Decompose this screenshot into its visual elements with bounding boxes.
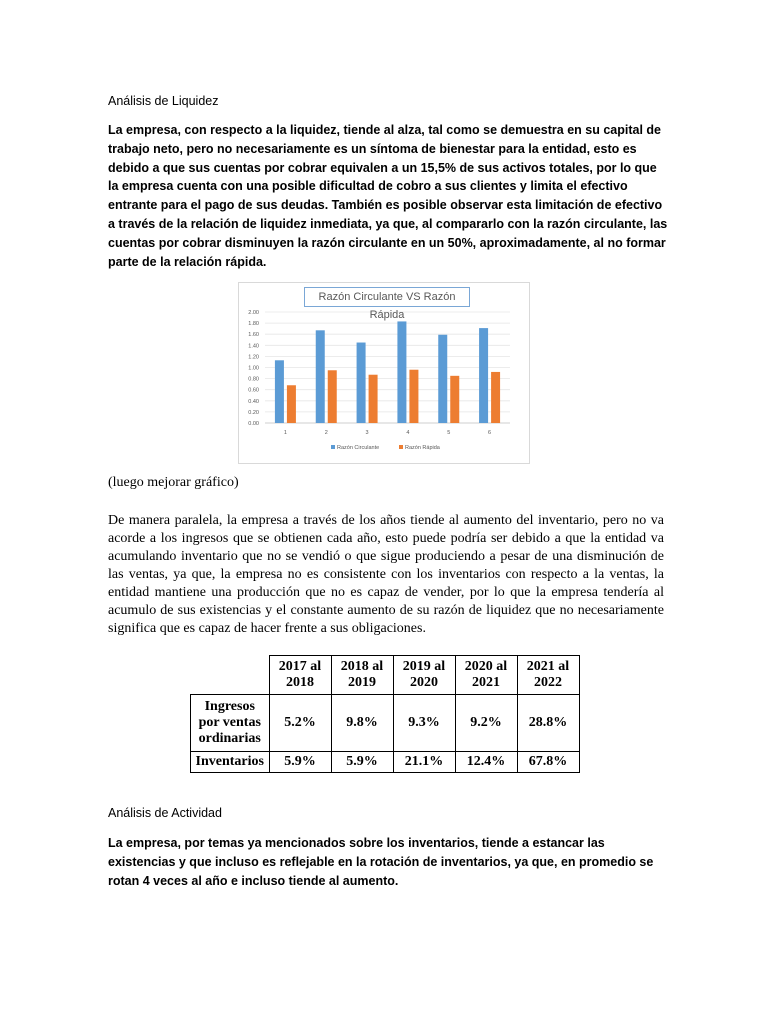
x-tick-label: 4 <box>406 430 410 436</box>
growth-table <box>190 655 580 773</box>
y-tick-label: 1.40 <box>248 343 259 350</box>
table-row-label: Inventarios <box>191 752 270 773</box>
table-cell: 9.8% <box>331 695 393 752</box>
legend-swatch <box>331 445 335 449</box>
bar-razon-rapida <box>287 385 296 423</box>
paragraph-liquidez: La empresa, con respecto a la liquidez, tiende al alza, tal como se demuestra en su capital de trabajo neto, pero no necesariamente es un síntoma de bienestar para la entidad, esto es debido a que sus cuentas por cobrar equivalen a un 15,5% de sus activos totales, por lo que la empresa cuenta con una posible dificultad de cobro a sus clientes y limita el efectivo entrante para el pago de sus deudas. También es posible observar esta limitación de efectivo a través de la relación de liquidez inmediata, ya que, al compararlo con la razón circulante, las cuentas por cobrar disminuyen la razón circulante en un 50%, aproximadamente, al no formar parte de la relación rápida. <box>108 123 668 269</box>
table-header-row <box>191 656 580 695</box>
y-tick-label: 1.60 <box>248 332 259 339</box>
table-header-cell: 2021 al 2022 <box>517 656 579 695</box>
bar-razon-circulante <box>479 328 488 423</box>
x-tick-label: 1 <box>283 430 287 436</box>
bar-razon-circulante <box>316 330 325 423</box>
bar-razon-rapida <box>450 376 459 423</box>
table-header-cell: 2017 al 2018 <box>269 656 331 695</box>
y-tick-label: 0.40 <box>248 398 259 405</box>
table-cell: 28.8% <box>517 695 579 752</box>
table-corner-cell <box>191 656 270 695</box>
section-heading-liquidez: Análisis de Liquidez <box>108 94 219 108</box>
bar-razon-circulante <box>438 335 447 423</box>
y-tick-label: 1.80 <box>248 321 259 328</box>
table-row-label: Ingresos por ventas ordinarias <box>191 695 270 752</box>
table-cell: 9.3% <box>393 695 455 752</box>
table-header-cell: 2018 al 2019 <box>331 656 393 695</box>
table-header-cell: 2019 al 2020 <box>393 656 455 695</box>
bar-razon-circulante <box>275 360 284 423</box>
legend-label: Razón Rápida <box>405 445 440 451</box>
paragraph-actividad: La empresa, por temas ya mencionados sobre los inventarios, tiende a estancar las existencias y que incluso es reflejable en la rotación de inventarios, ya que, en promedio se rotan 4 veces al año e incluso tiende al aumento. <box>108 836 654 888</box>
y-tick-label: 1.20 <box>248 354 259 361</box>
table-cell: 5.2% <box>269 695 331 752</box>
table-header-cell: 2020 al 2021 <box>455 656 517 695</box>
chart-title[interactable]: Razón Circulante VS Razón Rápida <box>304 287 470 307</box>
paragraph-inventario: De manera paralela, la empresa a través de los años tiende al aumento del inventario, pero no va acorde a los ingresos que se obtienen cada año, esto puede podría ser debido a que la entidad va acumulando inventario que no se vendió o que sigue produciendo a pesar de una disminución de las ventas, ya que, la empresa no es consistente con los inventarios con respecto a la ventas, la entidad mantiene una producción que no es capaz de vender, por lo que la empresa tendería al acumulo de sus existencias y el constante aumento de su razón de liquidez que no necesariamente significa que es capaz de hacer frente a sus obligaciones. <box>108 513 664 636</box>
bar-razon-rapida <box>328 370 337 423</box>
table-cell: 12.4% <box>455 752 517 773</box>
bar-razon-rapida <box>409 370 418 423</box>
y-tick-label: 0.20 <box>248 409 259 416</box>
table-cell: 5.9% <box>269 752 331 773</box>
y-tick-label: 2.00 <box>248 310 259 316</box>
table-cell: 67.8% <box>517 752 579 773</box>
table-cell: 9.2% <box>455 695 517 752</box>
legend-label: Razón Circulante <box>337 445 380 451</box>
x-tick-label: 2 <box>324 430 328 436</box>
bar-razon-rapida <box>369 375 378 423</box>
x-tick-label: 3 <box>365 430 369 436</box>
table-row <box>191 695 580 752</box>
y-tick-label: 0.60 <box>248 387 259 394</box>
y-tick-label: 0.80 <box>248 376 259 383</box>
bar-razon-rapida <box>491 372 500 423</box>
section-heading-actividad: Análisis de Actividad <box>108 806 222 820</box>
bar-razon-circulante <box>397 321 406 423</box>
bar-razon-circulante <box>357 343 366 423</box>
table-row <box>191 752 580 773</box>
y-tick-label: 0.00 <box>248 421 259 427</box>
legend-swatch <box>399 445 403 449</box>
y-tick-label: 1.00 <box>248 365 259 372</box>
table-cell: 5.9% <box>331 752 393 773</box>
x-tick-label: 6 <box>488 430 492 436</box>
x-tick-label: 5 <box>447 430 451 436</box>
table-cell: 21.1% <box>393 752 455 773</box>
chart-note: (luego mejorar gráfico) <box>108 475 239 490</box>
